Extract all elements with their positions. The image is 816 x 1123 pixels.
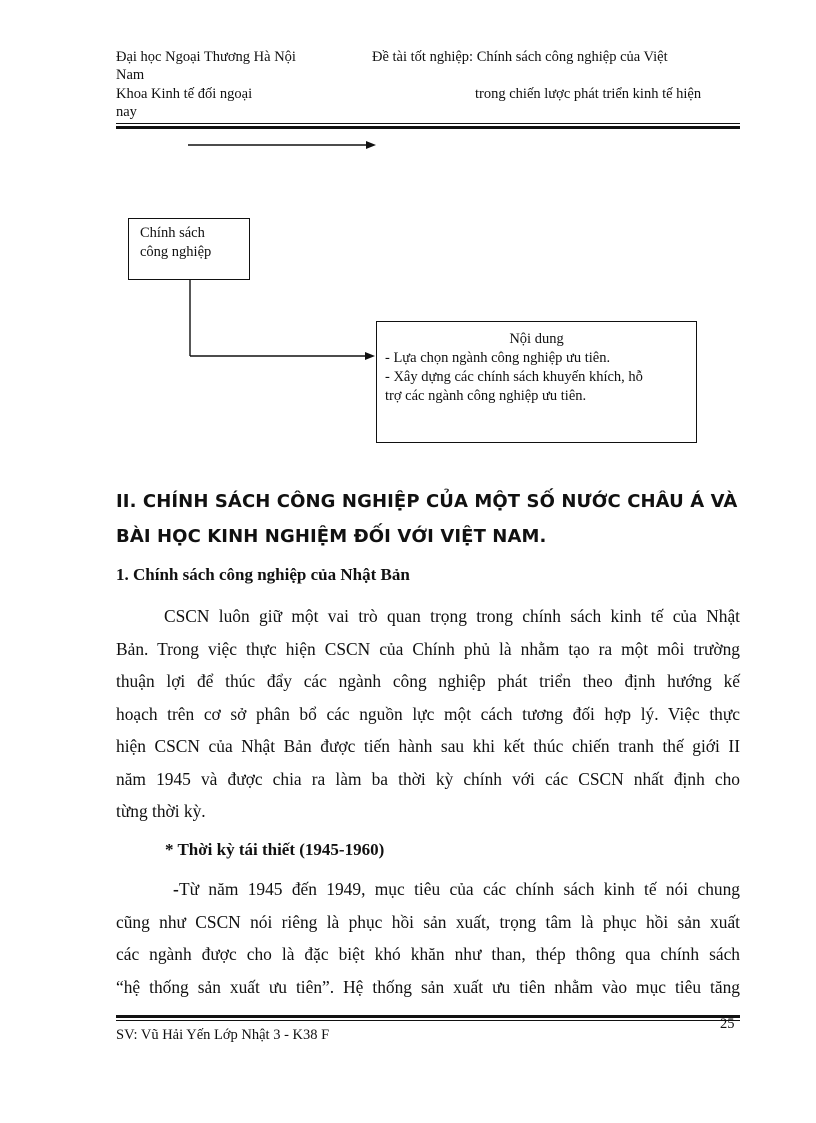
footer-rule-thin <box>116 1020 740 1021</box>
text-line: hiện CSCN của Nhật Bản được tiến hành sau khi kết thúc chiến tranh thế giới II <box>116 736 740 756</box>
page-number: 25 <box>720 1016 735 1032</box>
header-university: Đại học Ngoại Thương Hà Nội <box>116 49 296 65</box>
header-faculty: Khoa Kinh tế đối ngoại <box>116 86 253 102</box>
content-box-item: trợ các ngành công nghiệp ưu tiên. <box>385 388 587 404</box>
text-line: Bản. Trong việc thực hiện CSCN của Chính phủ là nhằm tạo ra một môi trường <box>116 638 740 659</box>
period-heading: * Thời kỳ tái thiết (1945-1960) <box>165 840 385 859</box>
connector-arrow <box>190 280 375 360</box>
text-line: các ngành được cho là đặc biệt khó khăn như than, thép thông qua chính sách <box>116 944 740 964</box>
content-box-item: - Xây dựng các chính sách khuyến khích, hỗ <box>385 369 643 385</box>
header-thesis-title-line1: Đề tài tốt nghiệp: Chính sách công nghiệp của Việt <box>372 49 668 65</box>
content-box-item: - Lựa chọn ngành công nghiệp ưu tiên. <box>385 350 611 366</box>
text-line: “hệ thống sản xuất ưu tiên”. Hệ thống sản xuất ưu tiên nhằm vào mục tiêu tăng <box>116 976 740 997</box>
header-thesis-title-line2-wrap: nay <box>116 104 137 120</box>
text-line-content: Từ năm 1945 đến 1949, mục tiêu của các chính sách kinh tế nói chung <box>179 879 740 899</box>
header-thesis-title-line1-wrap: Nam <box>116 67 145 83</box>
box1-line1: Chính sách <box>140 225 205 241</box>
footer-rule-thick <box>116 1015 740 1018</box>
section-heading-line2: BÀI HỌC KINH NGHIỆM ĐỐI VỚI VIỆT NAM. <box>116 526 547 547</box>
text-line: năm 1945 và được chia ra làm ba thời kỳ chính với các CSCN nhất định cho <box>116 768 740 789</box>
text-line: từng thời kỳ. <box>116 801 206 821</box>
content-box-title: Nội dung <box>509 331 564 347</box>
box1-line2: công nghiệp <box>140 244 212 260</box>
bullet-dash: - <box>173 879 179 899</box>
text-line: thuận lợi để thúc đẩy các ngành công nghiệp phát triển theo định hướng kế <box>116 671 740 691</box>
text-line: CSCN luôn giữ một vai trò quan trọng trong chính sách kinh tế của Nhật <box>164 606 740 626</box>
paragraph-reconstruction <box>116 873 740 1003</box>
subsection-title: 1. Chính sách công nghiệp của Nhật Bản <box>116 565 410 584</box>
footer-student-info: SV: Vũ Hải Yến Lớp Nhật 3 - K38 F <box>116 1027 330 1043</box>
text-line: hoạch trên cơ sở phân bổ các nguồn lực một cách tương đối hợp lý. Việc thực <box>116 703 740 724</box>
top-arrow <box>188 141 376 149</box>
text-line <box>116 873 740 906</box>
industrial-policy-box <box>128 218 250 280</box>
section-heading-line1: II. CHÍNH SÁCH CÔNG NGHIỆP CỦA MỘT SỐ NƯỚC CHÂU Á VÀ <box>116 491 738 512</box>
text-line: cũng như CSCN nói riêng là phục hồi sản xuất, trọng tâm là phục hồi sản xuất <box>116 911 740 932</box>
paragraph-japan-intro <box>116 600 740 828</box>
header-thesis-title-line2: trong chiến lược phát triển kinh tế hiện <box>475 86 702 102</box>
content-box <box>376 321 697 443</box>
